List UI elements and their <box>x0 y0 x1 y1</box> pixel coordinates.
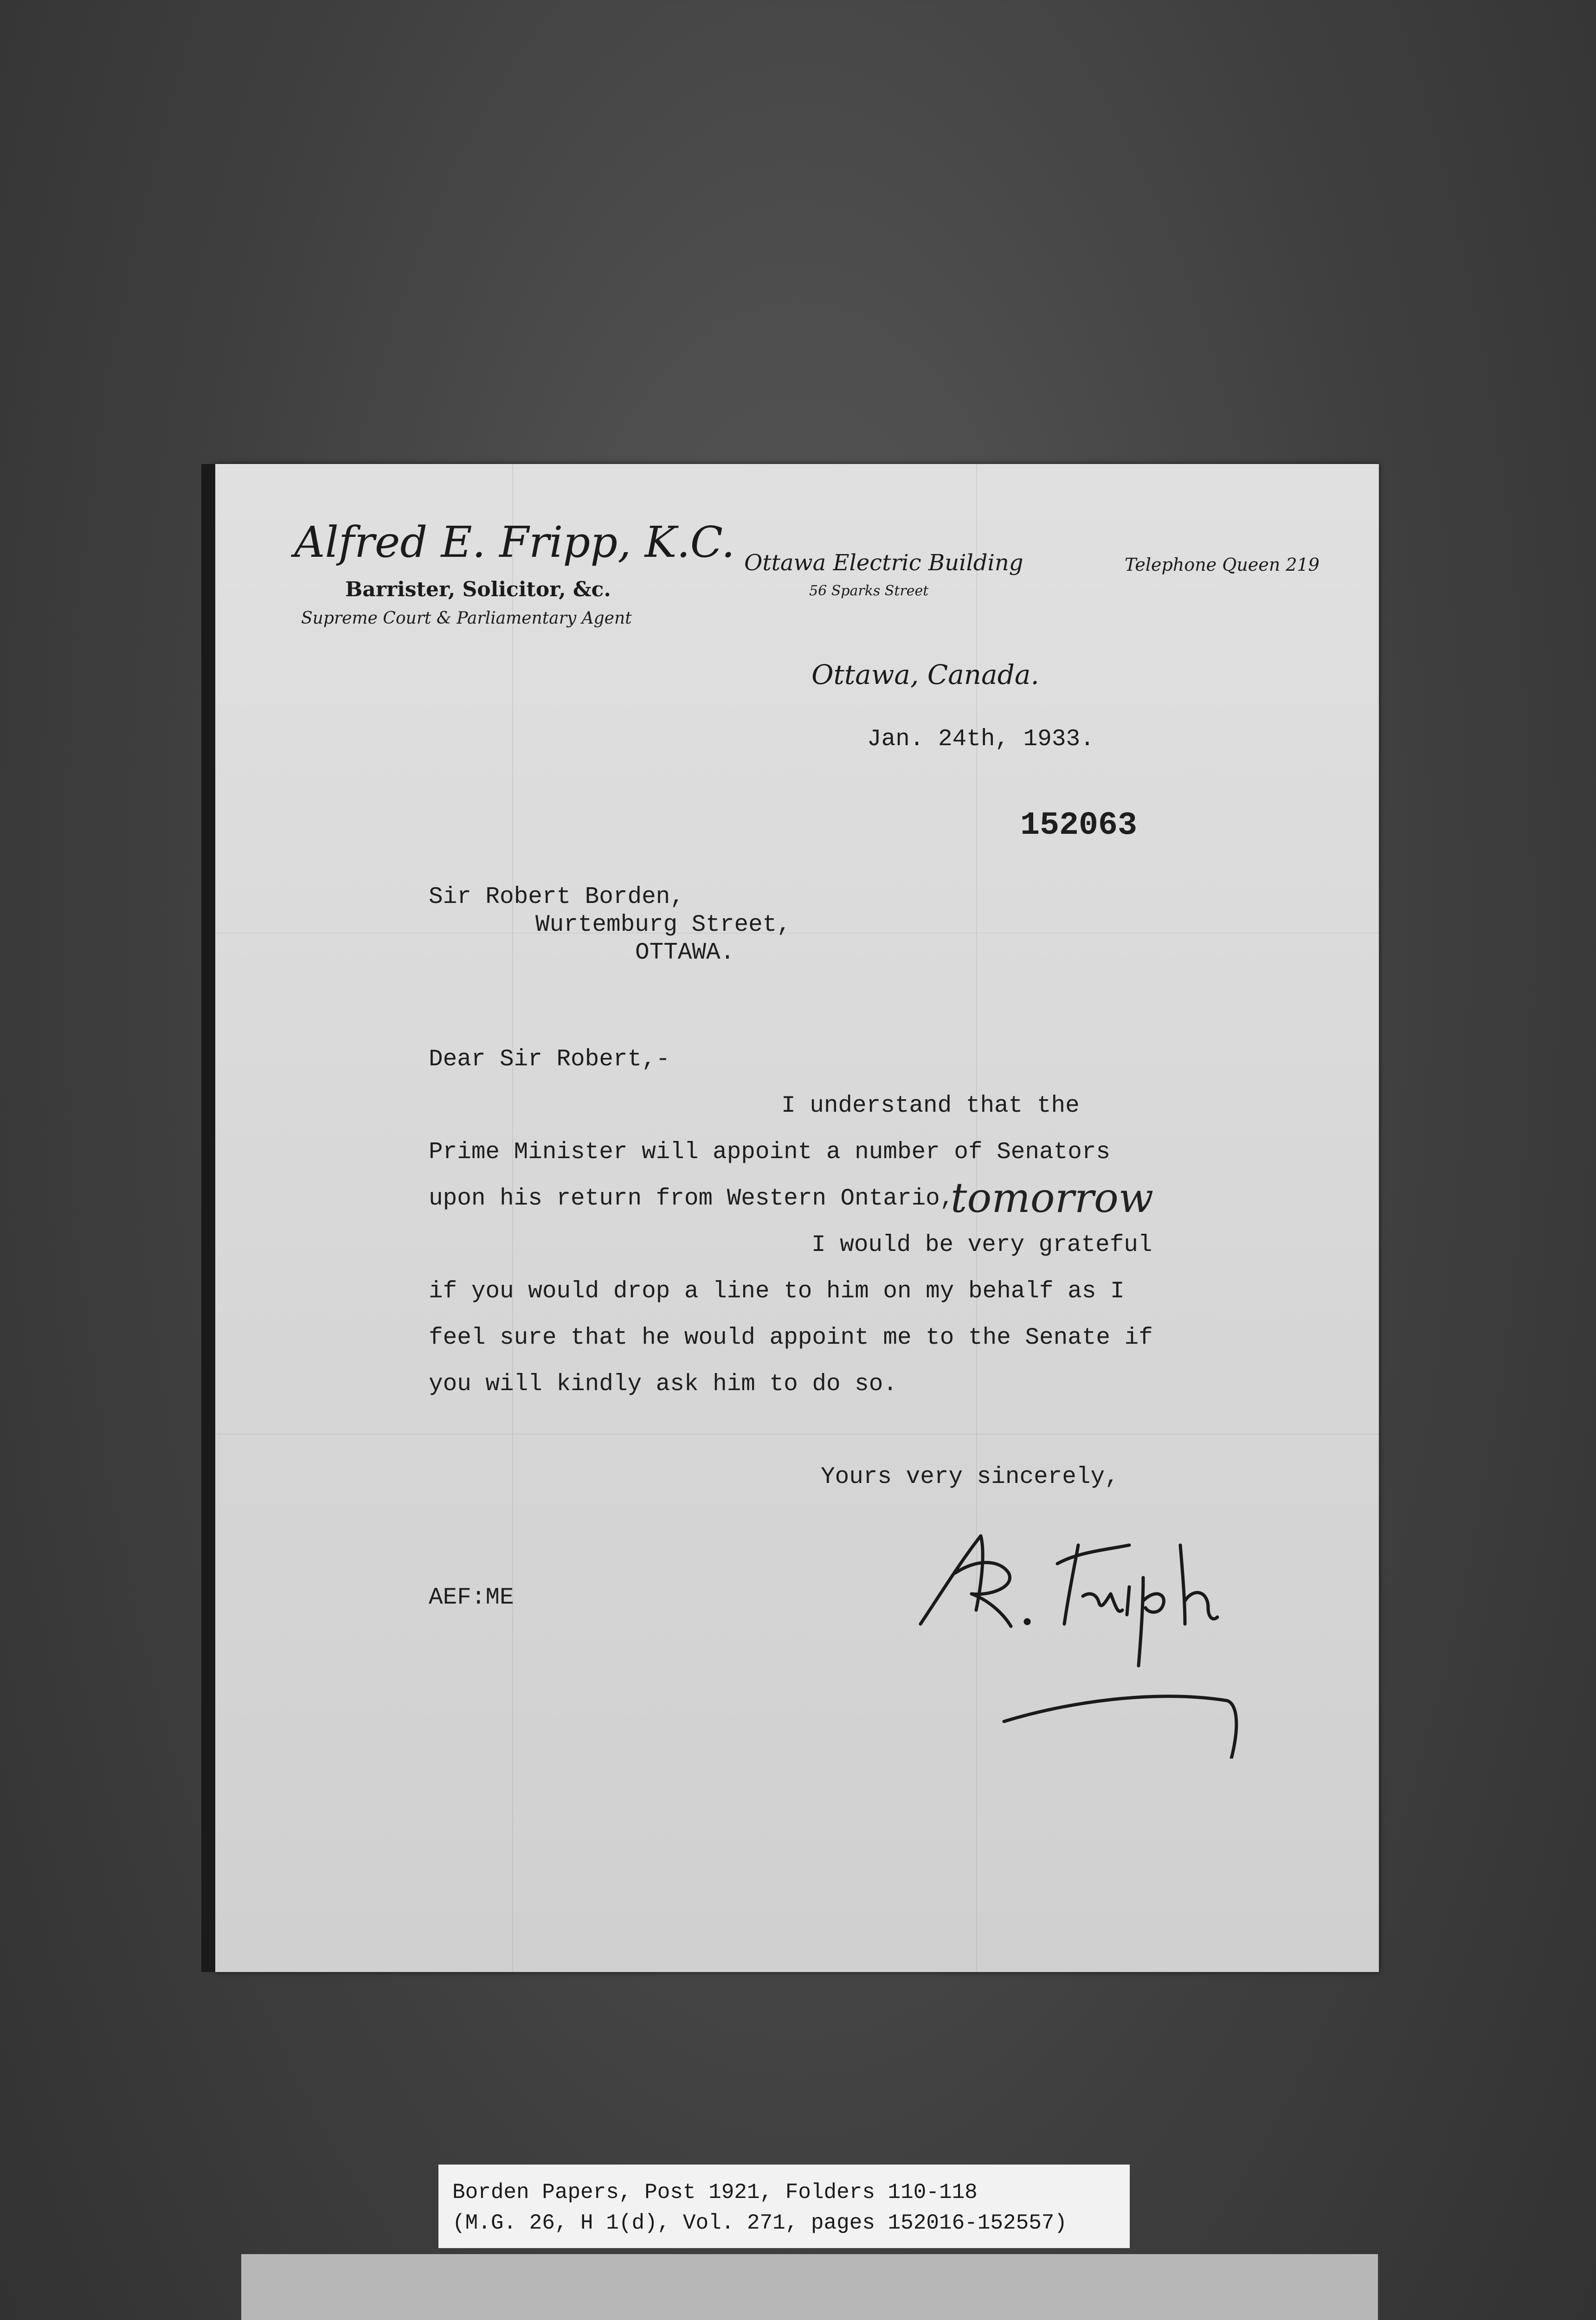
body-line: upon his return from Western Ontario, <box>429 1186 954 1212</box>
letterhead-agent: Supreme Court & Parliamentary Agent <box>301 609 632 628</box>
letterhead-profession: Barrister, Solicitor, &c. <box>345 578 611 601</box>
body-line: you will kindly ask him to do so. <box>429 1371 897 1398</box>
citation-line: Borden Papers, Post 1921, Folders 110-118 <box>452 2180 978 2204</box>
letterhead-street: 56 Sparks Street <box>809 583 929 599</box>
document-number: 152063 <box>1020 807 1138 844</box>
address-line: Wurtemburg Street, <box>535 912 791 938</box>
letter-sheet <box>215 464 1379 1972</box>
letterhead-building: Ottawa Electric Building <box>744 550 1023 576</box>
letter-date: Jan. 24th, 1933. <box>867 726 1094 753</box>
citation-label <box>438 2165 1130 2248</box>
signature <box>911 1517 1245 1759</box>
letterhead-city: Ottawa, Canada. <box>811 659 1039 690</box>
typist-initials: AEF:ME <box>429 1585 514 1611</box>
letterhead-telephone: Telephone Queen 219 <box>1125 554 1319 575</box>
body-line: feel sure that he would appoint me to the Senate if <box>429 1325 1153 1351</box>
citation-line: (M.G. 26, H 1(d), Vol. 271, pages 152016-152557) <box>452 2211 1068 2235</box>
body-line: if you would drop a line to him on my behalf as I <box>429 1278 1125 1305</box>
address-line: Sir Robert Borden, <box>429 884 684 910</box>
body-line: I would be very grateful <box>811 1232 1152 1258</box>
body-line: Prime Minister will appoint a number of Senators <box>429 1139 1111 1166</box>
salutation: Dear Sir Robert,- <box>429 1046 670 1073</box>
closing: Yours very sincerely, <box>821 1464 1119 1490</box>
archives-stamp-card <box>241 2254 1378 2320</box>
handwritten-insert: tomorrow <box>951 1174 1154 1222</box>
letterhead-name: Alfred E. Fripp, K.C. <box>294 517 735 567</box>
body-line: I understand that the <box>781 1093 1080 1119</box>
address-line: OTTAWA. <box>635 940 735 966</box>
